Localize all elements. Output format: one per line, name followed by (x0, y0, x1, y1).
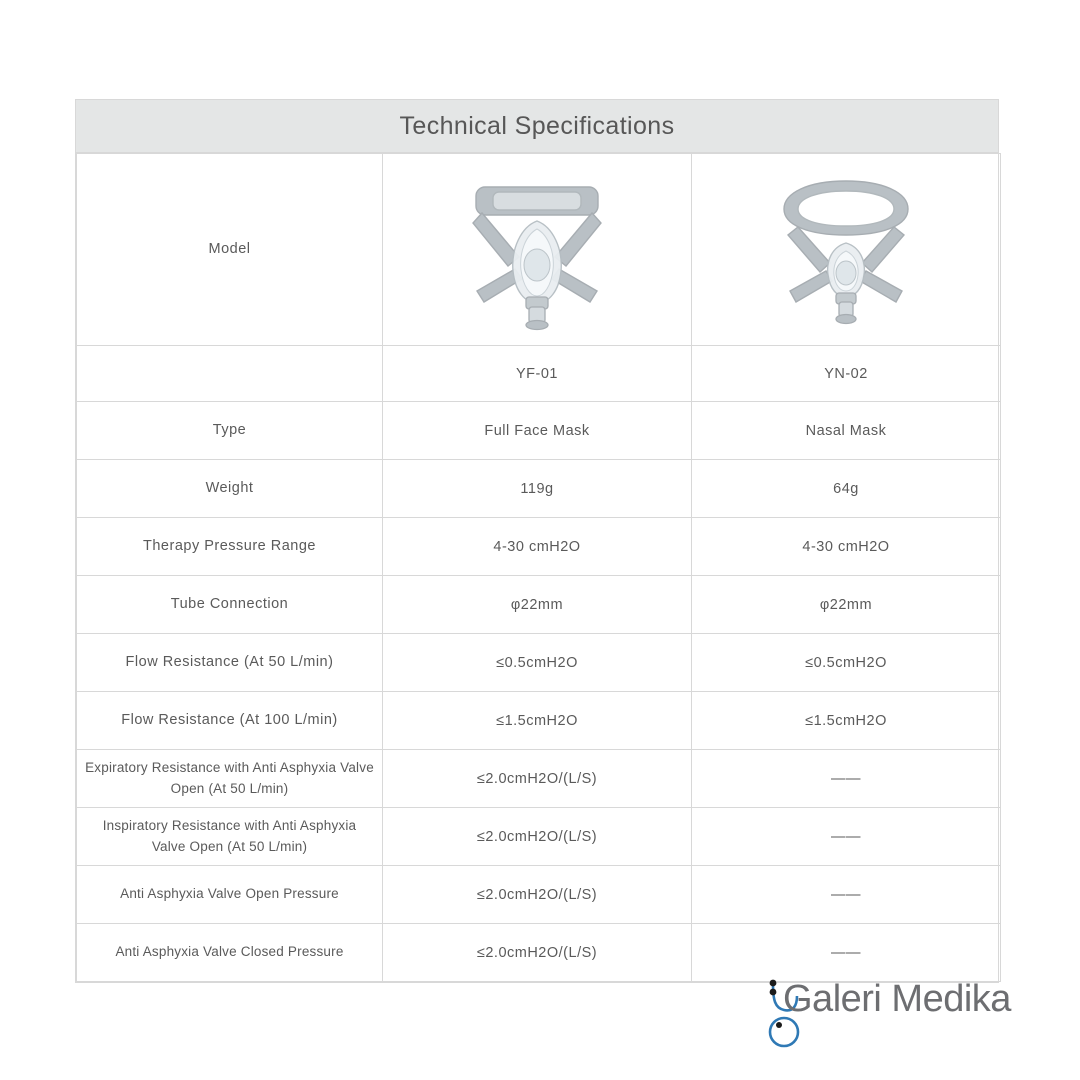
galeri-medika-logo (757, 972, 1047, 1058)
full-face-mask-svg (437, 165, 637, 335)
valve-closed-pressure-value-1: ≤2.0cmH2O/(L/S) (383, 924, 692, 982)
table-row-weight (77, 460, 1001, 518)
sheet-title-bar (76, 100, 998, 153)
therapy-pressure-value-2: 4-30 cmH2O (692, 518, 1001, 576)
full-face-mask-illustration (391, 160, 683, 339)
flow-resistance-100-value-2: ≤1.5cmH2O (692, 692, 1001, 750)
row-label-valve-open-pressure: Anti Asphyxia Valve Open Pressure (77, 866, 383, 924)
logo-text-first: Galeri Medika (783, 978, 1011, 1020)
page-title: Technical Specifications (399, 111, 675, 140)
tube-connection-value-1: φ22mm (383, 576, 692, 634)
valve-closed-pressure-value-2: —— (692, 924, 1001, 982)
flow-resistance-100-value-1: ≤1.5cmH2O (383, 692, 692, 750)
table-row-expiratory-resistance (77, 750, 1001, 808)
type-value-2: Nasal Mask (692, 402, 1001, 460)
valve-open-pressure-value-1: ≤2.0cmH2O/(L/S) (383, 866, 692, 924)
table-row-model (77, 154, 1001, 346)
flow-resistance-50-value-2: ≤0.5cmH2O (692, 634, 1001, 692)
nasal-mask-svg (746, 165, 946, 335)
table-row-inspiratory-resistance (77, 808, 1001, 866)
product-image-cell-2 (692, 154, 1001, 346)
row-label-inspiratory-resistance: Inspiratory Resistance with Anti Asphyxia Valve Open (At 50 L/min) (77, 808, 383, 866)
model-code-1: YF-01 (383, 346, 692, 402)
weight-value-2: 64g (692, 460, 1001, 518)
row-label-expiratory-resistance: Expiratory Resistance with Anti Asphyxia Valve Open (At 50 L/min) (77, 750, 383, 808)
flow-resistance-50-value-1: ≤0.5cmH2O (383, 634, 692, 692)
tube-connection-value-2: φ22mm (692, 576, 1001, 634)
row-label-type: Type (77, 402, 383, 460)
row-label-model: Model (77, 154, 383, 346)
logo-text (783, 978, 1011, 1021)
row-label-therapy-pressure-range: Therapy Pressure Range (77, 518, 383, 576)
row-label-flow-resistance-50: Flow Resistance (At 50 L/min) (77, 634, 383, 692)
row-label-tube-connection: Tube Connection (77, 576, 383, 634)
expiratory-resistance-value-2: —— (692, 750, 1001, 808)
technical-specifications-sheet (75, 99, 999, 983)
row-label-valve-closed-pressure: Anti Asphyxia Valve Closed Pressure (77, 924, 383, 982)
table-row-therapy-pressure-range (77, 518, 1001, 576)
weight-value-1: 119g (383, 460, 692, 518)
table-row-type (77, 402, 1001, 460)
row-label-weight: Weight (77, 460, 383, 518)
inspiratory-resistance-value-1: ≤2.0cmH2O/(L/S) (383, 808, 692, 866)
table-row-flow-resistance-100 (77, 692, 1001, 750)
table-row-valve-open-pressure (77, 866, 1001, 924)
row-label-flow-resistance-100: Flow Resistance (At 100 L/min) (77, 692, 383, 750)
type-value-1: Full Face Mask (383, 402, 692, 460)
table-row-model-code (77, 346, 1001, 402)
table-row-tube-connection (77, 576, 1001, 634)
row-label-model-code (77, 346, 383, 402)
valve-open-pressure-value-2: —— (692, 866, 1001, 924)
table-row-flow-resistance-50 (77, 634, 1001, 692)
expiratory-resistance-value-1: ≤2.0cmH2O/(L/S) (383, 750, 692, 808)
inspiratory-resistance-value-2: —— (692, 808, 1001, 866)
model-code-2: YN-02 (692, 346, 1001, 402)
therapy-pressure-value-1: 4-30 cmH2O (383, 518, 692, 576)
product-image-cell-1 (383, 154, 692, 346)
specifications-table (76, 153, 1001, 982)
nasal-mask-illustration (700, 160, 992, 339)
